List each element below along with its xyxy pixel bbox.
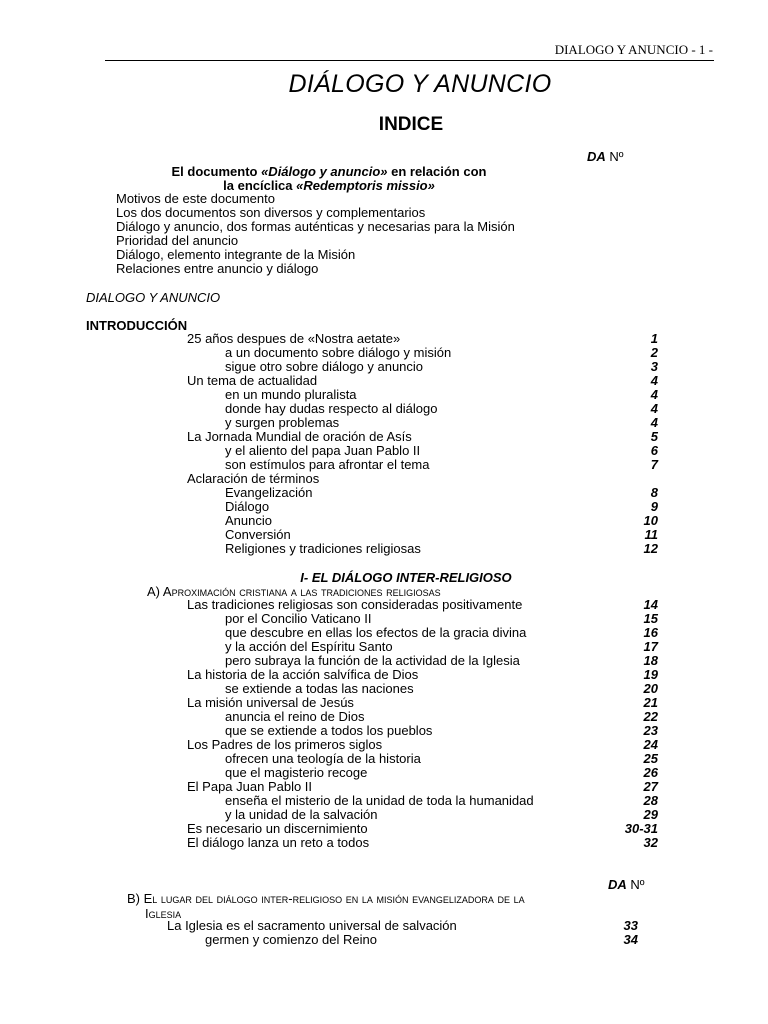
toc-entry-text: y la acción del Espíritu Santo — [225, 639, 393, 654]
toc-entry-number: 21 — [643, 695, 658, 710]
toc-entry-number: 8 — [650, 485, 658, 500]
intro-topic-list — [116, 192, 515, 276]
toc-entry-text: ofrecen una teología de la historia — [225, 751, 421, 766]
toc-row — [0, 933, 768, 947]
toc-row — [0, 836, 768, 850]
toc-entry-text: por el Concilio Vaticano II — [225, 611, 372, 626]
toc-entry-text: anuncia el reino de Dios — [225, 709, 365, 724]
toc-entry-number: 28 — [643, 793, 658, 808]
introduccion-heading: INTRODUCCIÓN — [86, 318, 188, 333]
toc-entry-number: 4 — [650, 373, 658, 388]
toc-entry-text: La historia de la acción salvífica de Dios — [187, 667, 419, 682]
toc-entry-text: se extiende a todas las naciones — [225, 681, 414, 696]
toc-row — [0, 780, 768, 794]
toc-row — [0, 458, 768, 472]
toc-row — [0, 486, 768, 500]
toc-entry-number: 11 — [644, 527, 658, 542]
toc-entry-number: 25 — [643, 751, 658, 766]
toc-entry-number: 4 — [650, 387, 658, 402]
toc-entry-text: sigue otro sobre diálogo y anuncio — [225, 359, 424, 374]
toc-entry-text: El diálogo lanza un reto a todos — [187, 835, 370, 850]
toc-entry-text: y el aliento del papa Juan Pablo II — [225, 443, 421, 458]
da-column-label — [587, 149, 624, 164]
number-label: Nº — [609, 149, 624, 164]
toc-entry-text: Las tradiciones religiosas son consideradas positivamente — [187, 597, 523, 612]
toc-row — [0, 416, 768, 430]
toc-entry-number: 23 — [643, 723, 658, 738]
section-a-heading: A) Aproximación cristiana a las tradiciones religiosas — [147, 584, 441, 599]
toc-entry-text: Diálogo — [225, 499, 270, 514]
toc-entry-text: y surgen problemas — [225, 415, 340, 430]
toc-row — [0, 919, 768, 933]
toc-entry-number: 4 — [650, 415, 658, 430]
toc-row — [0, 388, 768, 402]
toc-entry-number: 26 — [643, 765, 658, 780]
toc-entry-number: 34 — [623, 932, 638, 947]
toc-entry-text: enseña el misterio de la unidad de toda la humanidad — [225, 793, 534, 808]
toc-row — [0, 738, 768, 752]
toc-row — [0, 724, 768, 738]
toc-entry-number: 15 — [643, 611, 658, 626]
toc-row — [0, 402, 768, 416]
toc-entry-number: 6 — [650, 443, 658, 458]
list-item: Relaciones entre anuncio y diálogo — [116, 261, 319, 276]
toc-entry-text: Los Padres de los primeros siglos — [187, 737, 383, 752]
toc-entry-text: que se extiende a todos los pueblos — [225, 723, 433, 738]
toc-entry-number: 24 — [643, 737, 658, 752]
toc-entry-number: 16 — [643, 625, 658, 640]
section-1-heading: I- EL DIÁLOGO INTER-RELIGIOSO — [300, 570, 512, 585]
toc-row — [0, 710, 768, 724]
toc-entry-number: 9 — [650, 499, 658, 514]
toc-entry-text: Un tema de actualidad — [187, 373, 318, 388]
toc-entry-text: Conversión — [225, 527, 291, 542]
toc-entry-number: 32 — [643, 835, 658, 850]
dialogo-label: DIALOGO Y ANUNCIO — [86, 290, 221, 305]
toc-row — [0, 682, 768, 696]
index-heading: INDICE — [378, 114, 444, 135]
toc-entry-text: a un documento sobre diálogo y misión — [225, 345, 452, 360]
toc-entry-text: Aclaración de términos — [187, 471, 320, 486]
toc-entry-number: 10 — [643, 513, 658, 528]
section-b-heading: B) El lugar del diálogo inter-religioso en la misión evangelizadora de la Iglesia — [127, 891, 525, 921]
toc-row — [0, 640, 768, 654]
toc-row — [0, 542, 768, 556]
list-item: Diálogo, elemento integrante de la Misión — [116, 247, 356, 262]
toc-row — [0, 696, 768, 710]
toc-entry-text: pero subraya la función de la actividad de la Iglesia — [225, 653, 520, 668]
toc-row — [0, 332, 768, 346]
da-column-label-2 — [608, 877, 645, 892]
toc-entry-number: 30-31 — [624, 821, 658, 836]
toc-entry-number: 7 — [650, 457, 658, 472]
toc-entry-text: son estímulos para afrontar el tema — [225, 457, 430, 472]
toc-entry-number: 2 — [650, 345, 658, 360]
toc-row — [0, 808, 768, 822]
toc-row — [0, 500, 768, 514]
toc-entry-number: 3 — [650, 359, 658, 374]
list-item: Diálogo y anuncio, dos formas auténticas y necesarias para la Misión — [116, 219, 515, 234]
toc-entry-text: germen y comienzo del Reino — [205, 932, 377, 947]
toc-entry-number: 18 — [643, 653, 658, 668]
list-item: Los dos documentos son diversos y complementarios — [116, 205, 426, 220]
toc-entry-number: 1 — [650, 331, 658, 346]
document-heading-line2: la encíclica «Redemptoris missio» — [223, 178, 435, 193]
toc-entry-number: 20 — [643, 681, 658, 696]
toc-entry-number: 4 — [650, 401, 658, 416]
toc-entry-text: Anuncio — [225, 513, 272, 528]
toc-row — [0, 598, 768, 612]
toc-entry-number: 17 — [643, 639, 658, 654]
toc-row — [0, 360, 768, 374]
document-heading-line1: El documento «Diálogo y anuncio» en relación con — [171, 164, 487, 179]
toc-entry-text: y la unidad de la salvación — [225, 807, 378, 822]
toc-row — [0, 654, 768, 668]
toc-entry-text: en un mundo pluralista — [225, 387, 357, 402]
toc-row — [0, 472, 768, 486]
da-label: DA — [608, 877, 627, 892]
toc-row — [0, 626, 768, 640]
da-label: DA — [587, 149, 606, 164]
toc-entry-number: 29 — [643, 807, 658, 822]
list-item: Prioridad del anuncio — [116, 233, 239, 248]
toc-row — [0, 430, 768, 444]
toc-row — [0, 822, 768, 836]
toc-entry-text: Religiones y tradiciones religiosas — [225, 541, 421, 556]
toc-entry-text: 25 años despues de «Nostra aetate» — [187, 331, 401, 346]
toc-entry-number: 14 — [643, 597, 658, 612]
running-head: DIALOGO Y ANUNCIO - 1 - — [554, 42, 713, 57]
toc-row — [0, 794, 768, 808]
toc-entry-number: 19 — [643, 667, 658, 682]
toc-entry-text: que descubre en ellas los efectos de la gracia divina — [225, 625, 527, 640]
toc-entry-text: Es necesario un discernimiento — [187, 821, 368, 836]
toc-entry-text: Evangelización — [225, 485, 313, 500]
toc-entry-number: 12 — [643, 541, 658, 556]
toc-row — [0, 528, 768, 542]
number-label: Nº — [630, 877, 645, 892]
toc-entry-number: 27 — [643, 779, 658, 794]
header-rule — [105, 60, 714, 61]
toc-entry-number: 33 — [623, 918, 638, 933]
toc-row — [0, 668, 768, 682]
toc-row — [0, 612, 768, 626]
toc-entry-text: El Papa Juan Pablo II — [187, 779, 313, 794]
toc-row — [0, 374, 768, 388]
toc-row — [0, 444, 768, 458]
toc-row — [0, 346, 768, 360]
document-title: DIÁLOGO Y ANUNCIO — [288, 70, 552, 98]
toc-row — [0, 752, 768, 766]
toc-entry-text: La Jornada Mundial de oración de Asís — [187, 429, 412, 444]
list-item: Motivos de este documento — [116, 191, 275, 206]
toc-row — [0, 766, 768, 780]
toc-entry-number: 5 — [650, 429, 658, 444]
toc-entry-text: La misión universal de Jesús — [187, 695, 354, 710]
toc-row — [0, 514, 768, 528]
toc-entry-number: 22 — [643, 709, 658, 724]
toc-entry-text: donde hay dudas respecto al diálogo — [225, 401, 438, 416]
toc-entry-text: que el magisterio recoge — [225, 765, 368, 780]
toc-entry-text: La Iglesia es el sacramento universal de salvación — [167, 918, 457, 933]
